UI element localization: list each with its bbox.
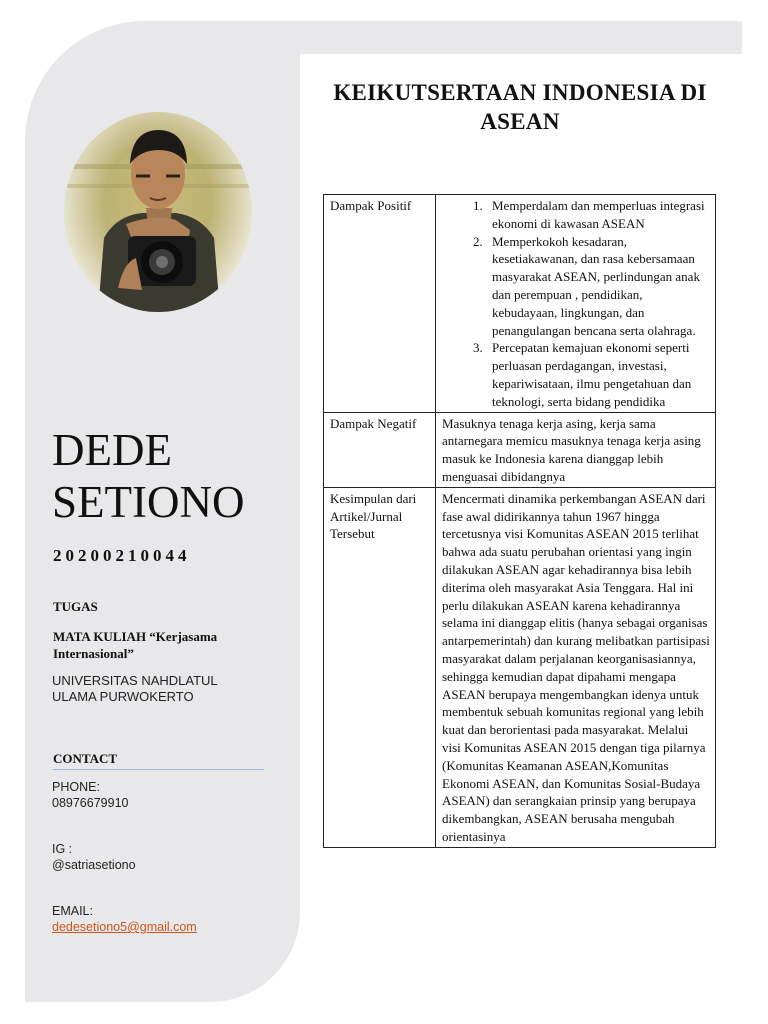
course-name: MATA KULIAH “Kerjasama Internasional”	[53, 629, 218, 661]
row-label: Kesimpulan dari Artikel/Jurnal Tersebut	[324, 487, 436, 847]
instagram-block	[52, 841, 136, 873]
contact-heading: CONTACT	[53, 751, 118, 766]
instagram-handle: @satriasetiono	[52, 858, 136, 872]
document-title: KEIKUTSERTAAN INDONESIA DI ASEAN	[333, 80, 707, 134]
phone-block	[52, 779, 128, 811]
email-link[interactable]: dedesetiono5@gmail.com	[52, 920, 197, 934]
list-item: 1. Memperdalam dan memperluas integrasi ekonomi di kawasan ASEAN	[486, 197, 710, 233]
phone-label: PHONE:	[52, 780, 100, 794]
list-item: 3. Percepatan kemajuan ekonomi seperti perluasan perdagangan, investasi, kepariwisataan, ilmu pengetahuan dan teknologi, serta bidang pendidika	[486, 339, 710, 410]
row-content	[436, 195, 716, 413]
table-row	[324, 487, 716, 847]
email-label: EMAIL:	[52, 904, 93, 918]
email-block	[52, 903, 197, 935]
student-id: 20200210044	[53, 546, 191, 565]
row-label: Dampak Negatif	[324, 412, 436, 487]
instagram-label: IG :	[52, 842, 73, 856]
row-content: Masuknya tenaga kerja asing, kerja sama antarnegara memicu masuknya tenaga kerja asing masuk ke Indonesia karena dianggap lebih menguasai dibidangnya	[436, 412, 716, 487]
list-item: 2. Memperkokoh kesadaran, kesetiakawanan, dan rasa kebersamaan masyarakat ASEAN, perlindungan anak dan perempuan , pendidikan, kebudayaan, lingkungan, dan penangulangan bencana serta olahraga.	[486, 233, 710, 340]
name-first: DEDE	[52, 425, 172, 475]
table-row	[324, 195, 716, 413]
name-last: SETIONO	[52, 477, 245, 527]
row-content: Mencermati dinamika perkembangan ASEAN dari fase awal didirikannya tahun 1967 hingga tercetusnya visi Komunitas ASEAN 2015 terlihat bahwa ada suatu perubahan orientasi yang ingin dilakukan ASEAN agar kehadirannya bisa lebih diterima oleh masyarakat Asia Tenggara. Hal ini perlu dilakukan ASEAN karena kehadirannya selama ini dianggap elitis (hanya sebagai organisas antarpemerintah) dan kurang melibatkan partisipasi masyarakat dalam perjalanan keorganisasiannya, sehingga kemudian dapat dipahami mengapa ASEAN berupaya mengembangkan idenya untuk membentuk sebuah komunitas regional yang lebih kuat dan berorientasi pada masyarakat. Melalui visi Komunitas ASEAN 2015 dengan tiga pilarnya (Komunitas Keamanan ASEAN,Komunitas Ekonomi ASEAN, dan Komunitas Sosial-Budaya ASEAN) dan serangkaian prinsip yang berupaya dikembangkan, ASEAN berusaha mengubah orientasinya	[436, 487, 716, 847]
person-name	[52, 424, 244, 528]
impact-table	[323, 194, 716, 848]
table-row	[324, 412, 716, 487]
row-label: Dampak Positif	[324, 195, 436, 413]
positive-impact-list	[442, 197, 710, 411]
task-label: TUGAS	[53, 599, 98, 614]
contact-divider	[53, 769, 264, 770]
profile-photo	[64, 112, 252, 312]
phone-number: 08976679910	[52, 796, 129, 810]
university-name: UNIVERSITAS NAHDLATUL ULAMA PURWOKERTO	[52, 673, 218, 704]
